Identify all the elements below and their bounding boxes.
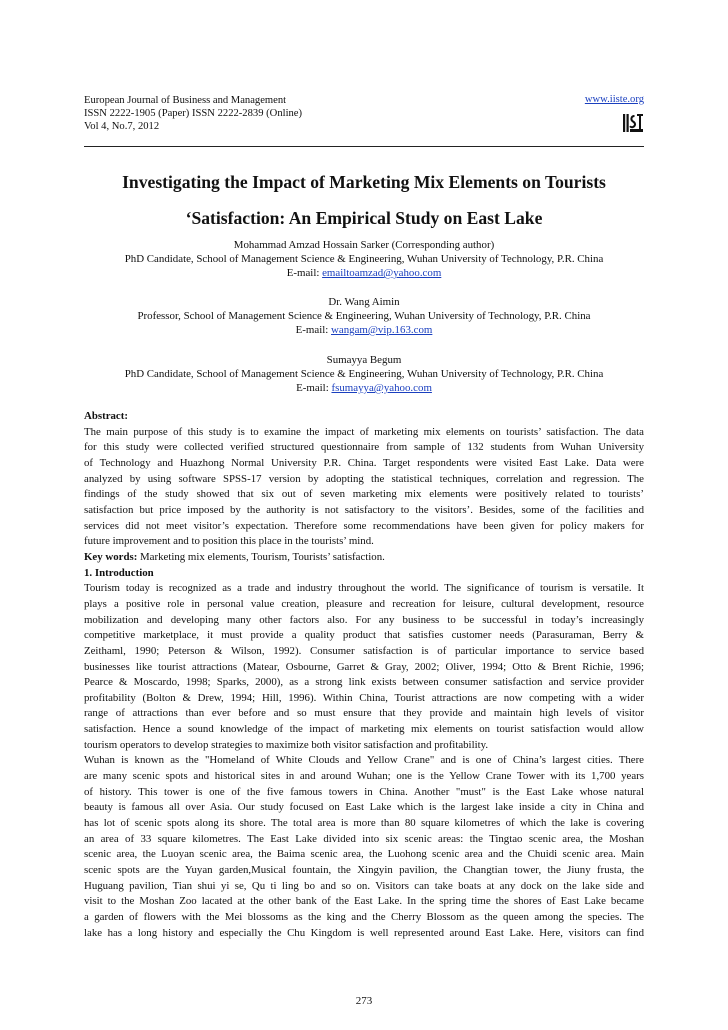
text-line: Wuhan is known as the "Homeland of White Clouds and Yellow Crane" and is one of China’s largest cities. There <box>84 754 644 767</box>
section-heading-introduction: 1. Introduction <box>84 566 154 579</box>
keywords-text: Marketing mix elements, Tourism, Tourists’ satisfaction. <box>137 550 385 563</box>
paper-body <box>84 409 644 941</box>
keywords-label: Key words: <box>84 550 138 563</box>
author-affiliation: PhD Candidate, School of Management Science & Engineering, Wuhan University of Technology, P.R. China <box>124 368 604 380</box>
text-line: scenic area, the Luoyan scenic area, the Baima scenic area, the Luohong scenic area and the Chuidi scenic area. Main <box>84 848 644 861</box>
paper-title-line-1: Investigating the Impact of Marketing Mix Elements on Tourists <box>122 172 606 192</box>
abstract-heading: Abstract: <box>84 410 128 422</box>
text-line: range of attractions than ever before and so must ensure that they provide and maintain high levels of visitor <box>84 707 644 720</box>
text-line: for this study were collected verified structured questionnaire from sample of 132 students from Wuhan University <box>84 441 644 454</box>
author-email-link[interactable]: wangam@vip.163.com <box>331 324 433 336</box>
journal-name: European Journal of Business and Management <box>84 95 287 106</box>
text-line: Pearce & Moscardo, 1998; Sparks, 2000), as a strong link exists between consumer satisfaction and service provider <box>84 676 644 689</box>
keywords-line <box>84 550 644 566</box>
text-line: of history. This tower is one of the five famous towers in China. Another "must" is the East Lake whose natural <box>84 785 644 798</box>
email-label: E-mail: <box>286 267 323 279</box>
issn-line: ISSN 2222-1905 (Paper) ISSN 2222-2839 (Online) <box>84 108 303 120</box>
author-block-1 <box>84 238 644 280</box>
introduction-paragraph-2 <box>84 753 644 941</box>
text-line: are many scenic spots and historical sites in and around Wuhan; one is the Yellow Crane Tower with its 1,700 years <box>84 770 644 783</box>
text-line: of Technology and Huazhong Normal University P.R. China. Target respondents were visited East Lake. Data were <box>84 456 644 469</box>
email-label: E-mail: <box>296 382 332 394</box>
text-line: Huguang pavilion, Tian shui yi se, Qu ti ling bo and so on. Visitors can take boats at any dock on the lake side and <box>84 879 644 892</box>
abstract-text <box>84 425 644 550</box>
text-line: The main purpose of this study is to examine the impact of marketing mix elements on tourists’ satisfaction. The data <box>84 425 644 438</box>
text-line: businesses like tourist attractions (Matear, Osbourne, Garret & Gray, 2002; Oliver, 1994; Otto & Brent Richie, 1996; <box>84 660 644 673</box>
text-line: satisfaction but price imposed by the authority is not satisfactory to the visitors’. Besides, some of the facilities and <box>84 503 644 516</box>
running-header <box>84 94 302 134</box>
header-divider <box>84 146 644 147</box>
text-line: mobilization and developing many other factors also. For any business to be successful in today’s increasingly <box>84 613 644 626</box>
volume-line: Vol 4, No.7, 2012 <box>84 121 160 133</box>
author-block-3 <box>84 353 644 395</box>
text-line: has lot of scenic spots along its shore. The total area is more than 80 square kilometres of which the lake is covering <box>84 817 644 830</box>
paper-title-line-2: ‘Satisfaction: An Empirical Study on East Lake <box>185 208 543 228</box>
text-line: Tourism today is recognized as a trade and industry throughout the world. The significance of tourism is versatile. It <box>84 582 644 595</box>
introduction-paragraph-1 <box>84 581 644 753</box>
text-line: competitive marketplace, it must provide a quality product that satisfies customer needs (Parasuraman, Berry & <box>84 629 644 642</box>
text-line: satisfaction. Hence a sound knowledge of the impact of marketing mix elements on tourist satisfaction would allow <box>84 723 644 736</box>
author-email-link[interactable]: fsumayya@yahoo.com <box>331 382 432 394</box>
author-name: Dr. Wang Aimin <box>328 296 400 308</box>
author-name: Sumayya Begum <box>326 354 402 366</box>
text-line: plays a positive role in personal value creation, pleasure and recreation for leisure, cultural development, resource <box>84 597 644 610</box>
text-line: lake has a long history and especially the Chu Kingdom is well represented around East Lake. Here, visitors can find <box>84 926 644 939</box>
author-affiliation: PhD Candidate, School of Management Science & Engineering, Wuhan University of Technology, P.R. China <box>124 253 604 265</box>
text-line: scenic spots are the Yuyan garden,Musical fountain, the Xingyin pavilion, the Changtian tower, the Jiuny frusta, the <box>84 864 644 877</box>
text-line: a garden of flowers with the Mei blossoms as the king and the Cherry Blossom as the queen among the species. The <box>84 911 644 923</box>
email-label: E-mail: <box>295 324 331 336</box>
text-line: tourism operators to develop strategies to maximize both visitor satisfaction and profitability. <box>84 738 489 751</box>
text-line: Zeithaml, 1990; Peterson & Wilson, 1992). Consumer satisfaction is of particular importance to service based <box>84 644 644 657</box>
author-name: Mohammad Amzad Hossain Sarker (Corresponding author) <box>233 239 495 251</box>
text-line: findings of the study showed that six out of seven marketing mix elements were positively related to tourists’ <box>84 488 644 501</box>
page-number: 273 <box>355 995 373 1007</box>
text-line: an area of 33 square kilometres. The East Lake divided into six scenic areas: the Tingtao scenic area, the Moshan <box>84 832 644 845</box>
author-email-link[interactable]: emailtoamzad@yahoo.com <box>322 267 442 279</box>
text-line: visit to the Moshan Zoo lacated at the other bank of the East Lake. In the spring time the shores of East Lake became <box>84 895 644 908</box>
text-line: future improvement and to position this place in the tourists’ mind. <box>84 535 374 548</box>
text-line: analyzed by using software SPSS-17 version by adopting the statistical techniques, correlation and regression. The <box>84 472 644 485</box>
text-line: profitability (Bolton & Drew, 1994; Hill, 1996). Within China, Tourist attractions are now competing with a wider <box>84 691 644 704</box>
author-block-2 <box>84 295 644 337</box>
author-affiliation: Professor, School of Management Science & Engineering, Wuhan University of Technology, P.R. China <box>137 310 591 322</box>
text-line: services did not meet visitor’s expectation. Therefore some recommendations have been given for policy makers for <box>84 519 644 532</box>
journal-url-link[interactable]: www.iiste.org <box>584 94 644 105</box>
text-line: beauty is famous all over Asia. Our study focused on East Lake which is the largest lake inside a city in China and <box>84 801 644 814</box>
iiste-logo-icon <box>622 112 644 134</box>
